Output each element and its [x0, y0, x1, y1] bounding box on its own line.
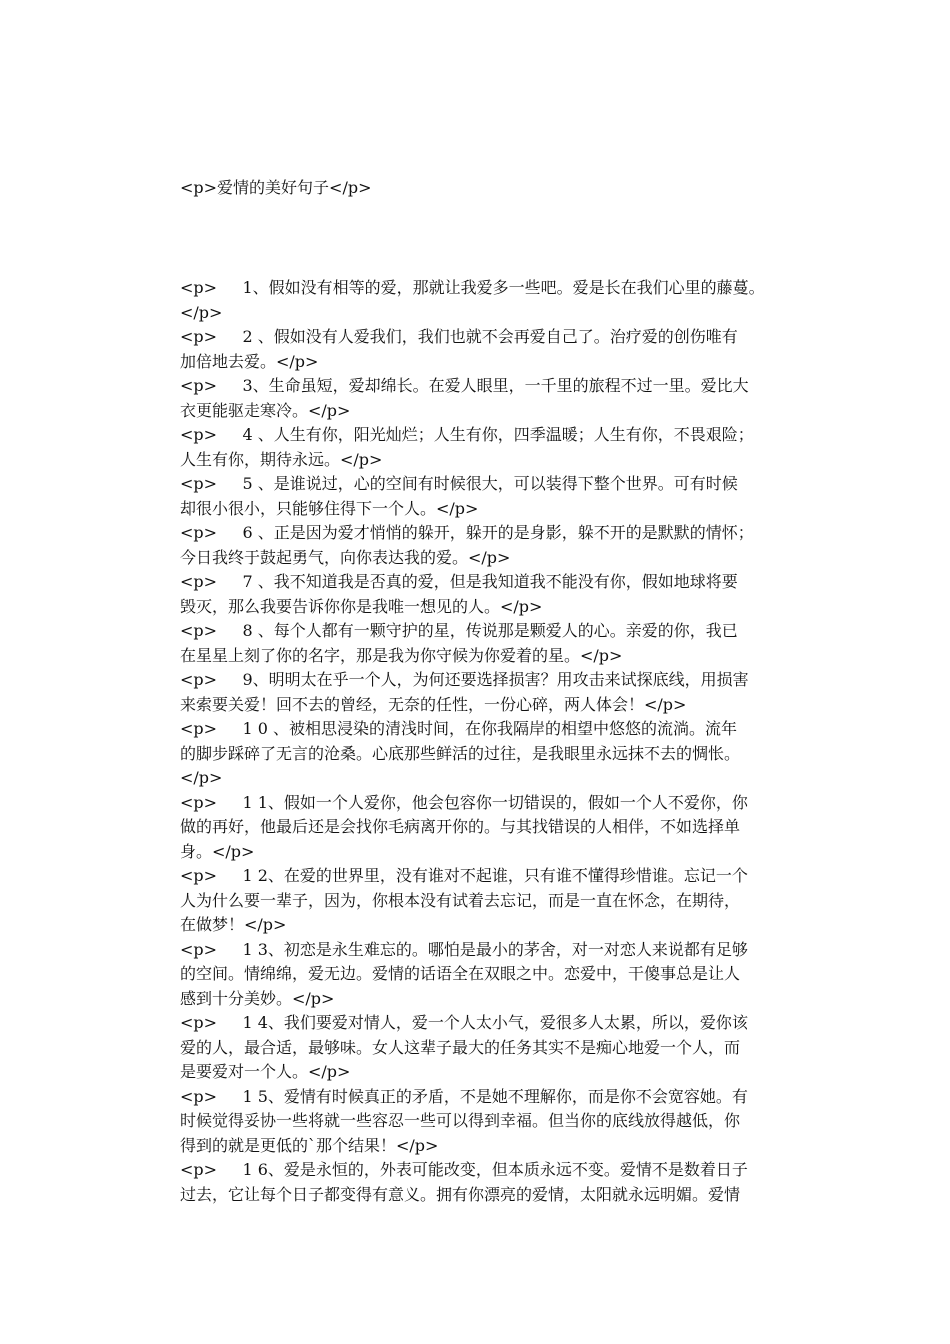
text-line: </p> — [180, 768, 223, 787]
text-line: <p> 8 、每个人都有一颗守护的星，传说那是颗爱人的心。亲爱的你，我已 — [180, 621, 738, 640]
text-line: <p> 4 、人生有你，阳光灿烂；人生有你，四季温暖；人生有你，不畏艰险； — [180, 425, 754, 444]
text-line: <p> 9、明明太在乎一个人，为何还要选择损害？用攻击来试探底线，用损害 — [180, 670, 749, 689]
text-line: <p> 1、假如没有相等的爱，那就让我爱多一些吧。爱是长在我们心里的藤蔓。 — [180, 278, 765, 297]
text-line: 却很小很小，只能够住得下一个人。</p> — [180, 498, 479, 518]
text-line: <p> 1 1、假如一个人爱你，他会包容你一切错误的，假如一个人不爱你，你 — [180, 792, 748, 812]
text-line: 加倍地去爱。</p> — [180, 351, 319, 371]
text-line: 在星星上刻了你的名字，那是我为你守候为你爱着的星。</p> — [180, 645, 623, 665]
document-body — [180, 276, 785, 1207]
text-line: 来索要关爱！回不去的曾经，无奈的任性，一份心碎，两人体会！</p> — [180, 694, 687, 714]
text-line: 衣更能驱走寒冷。</p> — [180, 400, 351, 420]
text-line: <p> 5 、是谁说过，心的空间有时候很大，可以装得下整个世界。可有时候 — [180, 474, 738, 493]
text-line: 身。</p> — [180, 841, 255, 861]
text-line: <p> 1 4、我们要爱对情人，爱一个人太小气，爱很多人太累，所以，爱你该 — [180, 1013, 748, 1032]
text-line: 的脚步踩碎了无言的沧桑。心底那些鲜活的过往，是我眼里永远抹不去的惆怅。 — [180, 743, 741, 763]
text-line: 在做梦！</p> — [180, 915, 287, 934]
text-line: 做的再好，他最后还是会找你毛病离开你的。与其找错误的人相伴，不如选择单 — [180, 817, 741, 836]
text-line: 人为什么要一辈子，因为，你根本没有试着去忘记，而是一直在怀念，在期待， — [180, 890, 741, 910]
text-line: 今日我终于鼓起勇气，向你表达我的爱。</p> — [180, 547, 511, 567]
text-line: <p> 3、生命虽短，爱却绵长。在爱人眼里，一千里的旅程不过一里。爱比大 — [180, 376, 749, 395]
text-line: 过去，它让每个日子都变得有意义。拥有你漂亮的爱情，太阳就永远明媚。爱情 — [180, 1184, 741, 1204]
text-line: 是要爱对一个人。</p> — [180, 1062, 351, 1081]
text-line: <p> 7 、我不知道我是否真的爱，但是我知道我不能没有你，假如地球将要 — [180, 572, 738, 591]
text-line: 得到的就是更低的`那个结果！</p> — [180, 1135, 439, 1155]
text-line: 人生有你，期待永远。</p> — [180, 449, 383, 469]
text-line: 毁灭，那么我要告诉你你是我唯一想见的人。</p> — [180, 596, 543, 616]
text-line: <p> 1 6、爱是永恒的，外表可能改变，但本质永远不变。爱情不是数着日子 — [180, 1160, 748, 1179]
text-line: <p> 1 0 、被相思浸染的清浅时间，在你我隔岸的相望中悠悠的流淌。流年 — [180, 719, 738, 738]
text-line: 感到十分美妙。</p> — [180, 988, 335, 1008]
document-title: <p>爱情的美好句子</p> — [180, 178, 372, 197]
text-line: <p> 1 2、在爱的世界里，没有谁对不起谁，只有谁不懂得珍惜谁。忘记一个 — [180, 866, 748, 885]
text-line: 爱的人，最合适，最够味。女人这辈子最大的任务其实不是痴心地爱一个人，而 — [180, 1037, 741, 1057]
text-line: <p> 1 3、初恋是永生难忘的。哪怕是最小的茅舍，对一对恋人来说都有足够 — [180, 939, 748, 959]
text-line: 时候觉得妥协一些将就一些容忍一些可以得到幸福。但当你的底线放得越低，你 — [180, 1111, 741, 1130]
text-line: <p> 1 5、爱情有时候真正的矛盾，不是她不理解你，而是你不会宽容她。有 — [180, 1086, 748, 1106]
text-line: 的空间。情绵绵，爱无边。爱情的话语全在双眼之中。恋爱中，干傻事总是让人 — [180, 964, 741, 983]
text-line: <p> 6 、正是因为爱才悄悄的躲开，躲开的是身影，躲不开的是默默的情怀； — [180, 523, 754, 542]
text-line: </p> — [180, 302, 223, 322]
text-line: <p> 2 、假如没有人爱我们，我们也就不会再爱自己了。治疗爱的创伤唯有 — [180, 327, 738, 346]
